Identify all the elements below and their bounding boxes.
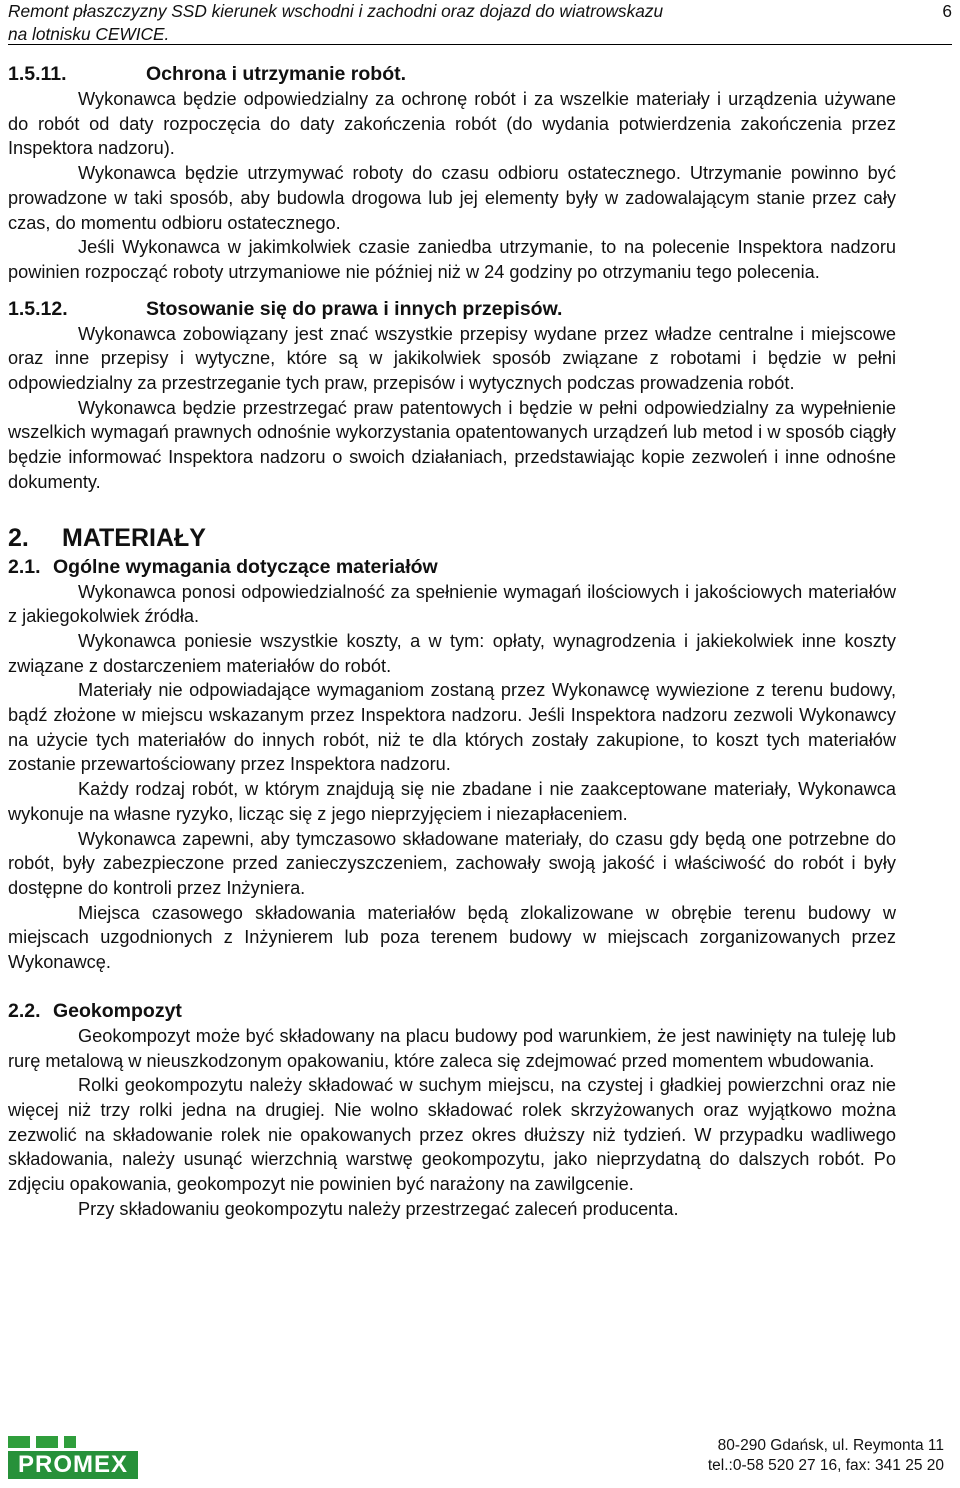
paragraph: Wykonawca zapewni, aby tymczasowo składowane materiały, do czasu gdy będą one potrzebne do robót, były zabezpieczone przed zanieczyszczeniem, zachowały swoją jakość i właściwość do robót i były dostępne do kontroli przez Inżyniera. (8, 828, 896, 898)
chapter-number: 2. (8, 523, 29, 552)
section-heading-2-1 (8, 555, 896, 580)
section-number: 2.2. (8, 999, 41, 1022)
paragraph: Każdy rodzaj robót, w którym znajdują się nie zbadane i nie zaakceptowane materiały, Wykonawca wykonuje na własne ryzyko, licząc się z jego nieprzyjęciem i niezapłaceniem. (8, 779, 896, 824)
section-title: Ochrona i utrzymanie robót. (146, 63, 407, 85)
page-number: 6 (942, 1, 952, 21)
address-line: 80-290 Gdańsk, ul. Reymonta 11 (717, 1437, 944, 1454)
page-footer (0, 1428, 960, 1488)
logo-stripe (64, 1436, 76, 1448)
paragraph: Rolki geokompozytu należy składować w suchym miejscu, na czystej i gładkiej powierzchni oraz nie więcej niż trzy rolki jedna na drugiej. Nie wolno składować rolek skrzyżowanych oraz wyjątkowo można zezwolić na składowanie rolek nie opakowanych przez okres dłuższy niż tydzień. W przypadku wadliwego składowania, należy usunąć wierzchnią warstwę geokompozytu, jako nieprzydatną do dalszych robót. Po zdjęciu opakowania, geokompozyt nie powinien być narażony na zawilgcenie. (8, 1075, 896, 1195)
section-title: Geokompozyt (53, 999, 182, 1022)
section-number: 1.5.11. (8, 63, 67, 85)
document-body (8, 62, 896, 1221)
paragraph: Wykonawca będzie utrzymywać roboty do czasu odbioru ostatecznego. Utrzymanie powinno być prowadzone w taki sposób, aby budowla drogowa lub jej elementy były w zadowalającym stanie przez cały czas, do momentu odbioru ostatecznego. (8, 163, 896, 233)
logo-stripe (8, 1436, 30, 1448)
paragraph: Wykonawca poniesie wszystkie koszty, a w tym: opłaty, wynagrodzenia i jakiekolwiek inne koszty związane z dostarczeniem materiałów do robót. (8, 630, 896, 676)
contact-line: tel.:0-58 520 27 16, fax: 341 25 20 (707, 1457, 944, 1474)
paragraph: Wykonawca będzie przestrzegać praw patentowych i będzie w pełni odpowiedzialny za wypełnienie wszelkich wymagań prawnych odnośnie wykorzystania opatentowanych urządzeń lub metod i w sposób ciągły będzie informować Inspektora nadzoru o swoich działaniach, przedstawiając kopie zezwoleń i inne odnośne dokumenty. (8, 397, 896, 492)
paragraph: Materiały nie odpowiadające wymaganiom zostaną przez Wykonawcę wywiezione z terenu budowy, bądź złożone w miejscu wskazanym przez Inspektora nadzoru. Jeśli Inspektora nadzoru zezwoli Wykonawcy na użycie tych materiałów do innych robót, niż te dla których zostały zakupione, to koszt tych materiałów zostanie przewartościowany przez Inspektora nadzoru. (8, 680, 896, 775)
document-title-line-1: Remont płaszczyzny SSD kierunek wschodni i zachodni oraz dojazd do wiatrowskazu (8, 1, 664, 21)
logo-wordmark: PROMEX (8, 1451, 138, 1479)
document-title (8, 0, 808, 46)
section-heading-1-5-11 (8, 62, 896, 87)
paragraph: Przy składowaniu geokompozytu należy przestrzegać zaleceń producenta. (78, 1198, 679, 1219)
paragraph: Wykonawca zobowiązany jest znać wszystkie przepisy wydane przez władze centralne i miejscowe oraz inne przepisy i wytyczne, które są w jakikolwiek sposób związane z robotami i będzie w pełni odpowiedzialny za przestrzeganie tych praw, przepisów i wytycznych podczas prowadzenia robót. (8, 323, 896, 394)
paragraph: Geokompozyt może być składowany na placu budowy pod warunkiem, że jest nawinięty na tuleję lub rurę metalową w nieuszkodzonym opakowaniu, które zaleca się zdejmować przed momentem wbudowania. (8, 1025, 896, 1071)
promex-logo (8, 1436, 138, 1480)
section-number: 2.1. (8, 555, 41, 578)
section-title: Ogólne wymagania dotyczące materiałów (53, 555, 438, 578)
section-heading-2-2 (8, 999, 896, 1024)
section-heading-1-5-12 (8, 297, 896, 322)
paragraph: Wykonawca ponosi odpowiedzialność za spełnienie wymagań ilościowych i jakościowych materiałów z jakiegokolwiek źródła. (8, 581, 896, 627)
paragraph: Jeśli Wykonawca w jakimkolwiek czasie zaniedba utrzymanie, to na polecenie Inspektora nadzoru powinien rozpocząć roboty utrzymaniowe nie później niż w 24 godziny po otrzymaniu tego polecenia. (8, 237, 896, 282)
page-header (8, 0, 952, 45)
logo-stripes (8, 1436, 138, 1450)
chapter-title: MATERIAŁY (62, 523, 206, 552)
paragraph: Miejsca czasowego składowania materiałów będą zlokalizowane w obrębie terenu budowy w miejscach uzgodnionych z Inżynierem lub poza terenem budowy w miejscach zorganizowanych przez Wykonawcę. (8, 902, 896, 973)
document-title-line-2: na lotnisku CEWICE. (8, 24, 170, 44)
section-title: Stosowanie się do prawa i innych przepisów. (146, 297, 563, 320)
section-number: 1.5.12. (8, 297, 68, 320)
chapter-heading-2 (8, 523, 896, 553)
logo-stripe (36, 1436, 58, 1448)
paragraph: Wykonawca będzie odpowiedzialny za ochronę robót i za wszelkie materiały i urządzenia używane do robót od daty rozpoczęcia do daty zakończenia robót (do wydania potwierdzenia zakończenia przez Inspektora nadzoru). (8, 89, 896, 159)
company-address (708, 1436, 944, 1476)
